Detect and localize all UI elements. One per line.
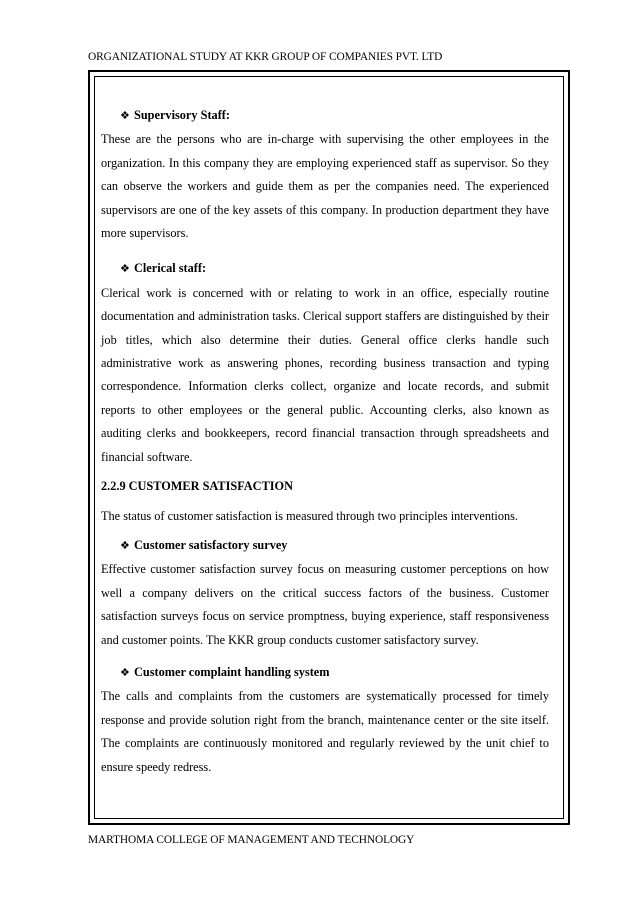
heading-customer-complaint-handling: Customer complaint handling system	[134, 664, 330, 679]
heading-customer-satisfactory-survey: Customer satisfactory survey	[134, 537, 288, 552]
diamond-bullet-icon: ❖	[120, 666, 130, 679]
paragraph-customer-complaint-handling: The calls and complaints from the customers are systematically processed for timely response and provide solution right from the branch, maintenance center or the site itself. The complaints are continuously monitored and regularly reviewed by the unit chief to ensure speedy redress.	[101, 689, 549, 774]
bullet-heading-clerical	[101, 257, 549, 281]
paragraph-supervisory-staff: These are the persons who are in-charge with supervising the other employees in the organization. In this company they are employing experienced staff as supervisor. So they can observe the workers and guide them as per the companies need. The experienced supervisors are one of the key assets of this company. In production department they have more supervisors.	[101, 132, 549, 241]
paragraph-customer-satisfactory-survey: Effective customer satisfaction survey focus on measuring customer perceptions on how well a company delivers on the critical success factors of the business. Customer satisfaction surveys focus on service promptness, buying experience, staff responsiveness and customer points. The KKR group conducts customer satisfactory survey.	[101, 562, 549, 647]
section-heading-customer-satisfaction: 2.2.9 CUSTOMER SATISFACTION	[101, 479, 294, 494]
bullet-heading-survey	[101, 534, 549, 558]
page-content	[101, 104, 549, 779]
paragraph-customer-satisfaction: The status of customer satisfaction is measured through two principles interventions.	[101, 508, 518, 523]
page-footer: MARTHOMA COLLEGE OF MANAGEMENT AND TECHNOLOGY	[88, 834, 415, 846]
bullet-heading-supervisory	[101, 104, 549, 128]
diamond-bullet-icon: ❖	[120, 539, 130, 552]
paragraph-clerical-staff: Clerical work is concerned with or relating to work in an office, especially routine documentation and administration tasks. Clerical support staffers are distinguished by their job titles, which also determine their duties. General office clerks handle such administrative work as answering phones, recording business transaction and typing correspondence. Information clerks collect, organize and locate records, and submit reports to other employees or the general public. Accounting clerks, also known as auditing clerks and bookkeepers, record financial transaction through spreadsheets and financial software.	[101, 285, 549, 464]
diamond-bullet-icon: ❖	[120, 110, 130, 122]
page-header: ORGANIZATIONAL STUDY AT KKR GROUP OF COMPANIES PVT. LTD	[88, 51, 443, 63]
bullet-heading-complaint	[101, 661, 549, 685]
diamond-bullet-icon: ❖	[120, 263, 130, 276]
heading-clerical-staff: Clerical staff:	[134, 261, 207, 276]
heading-supervisory-staff: Supervisory Staff:	[134, 108, 230, 122]
